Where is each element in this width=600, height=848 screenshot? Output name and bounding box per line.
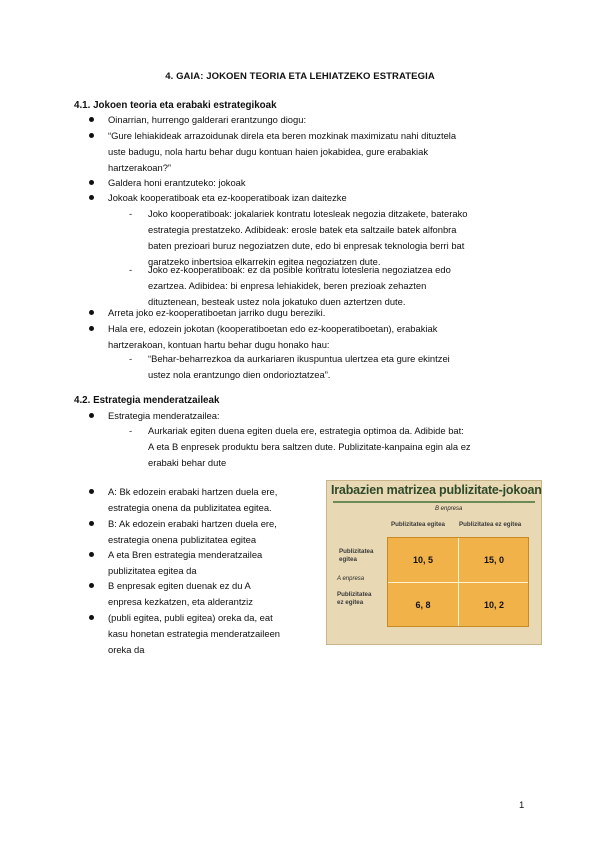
sub-list-item: - Joko kooperatiboak: jokalariek kontratu lotesleak negozia ditzakete, baterako estrategia prestatzeko. Adibideak: erosle batek eta saltzaile batek alfonbra baten prezioari buruz negoziatzen dute, edo bi enpresak teknologia berri bat garatzeko inbertsioa elkarrekin egitea negoziatzen dute. bbox=[129, 208, 468, 267]
dash-icon: - bbox=[129, 264, 133, 275]
list-item: Estrategia menderatzailea: bbox=[108, 408, 538, 424]
list-item: (publi egitea, publi egitea) oreka da, eat kasu honetan estrategia menderatzaileen oreka da bbox=[108, 610, 323, 658]
column-header-no-advertise: Publizitatea ez egitea bbox=[459, 521, 522, 528]
row-header-advertise: Publizitatea egitea bbox=[339, 548, 374, 563]
section-heading-4-2: 4.2. Estrategia menderatzaileak bbox=[74, 395, 220, 406]
column-header-advertise: Publizitatea egitea bbox=[391, 521, 445, 528]
sub-list-item: - “Behar-beharrezkoa da aurkariaren ikuspuntua ulertzea eta gure ekintzei ustez nola erantzungo dien ondorioztatzea”. bbox=[129, 353, 450, 380]
section-heading-4-1: 4.1. Jokoen teoria eta erabaki estrategikoak bbox=[74, 100, 277, 111]
page-number: 1 bbox=[519, 800, 525, 811]
payoff-grid bbox=[387, 537, 529, 627]
sub-list-item: - Aurkariak egiten duena egiten duela ere, estrategia optimoa da. Adibide bat: A eta B enpresek produktu bera saltzen dute. Publizitate-kanpaina egin ala ez erabaki behar dute bbox=[129, 425, 471, 468]
bullet-icon bbox=[89, 180, 94, 185]
bullet-icon bbox=[89, 326, 94, 331]
bullet-icon bbox=[89, 552, 94, 557]
a-company-label: A enpresa bbox=[337, 576, 365, 582]
bullet-icon bbox=[89, 133, 94, 138]
dash-icon: - bbox=[129, 425, 133, 436]
figure-divider bbox=[333, 501, 535, 503]
list-item: Oinarrian, hurrengo galderari erantzungo diogu: bbox=[108, 112, 538, 128]
bullet-icon bbox=[89, 195, 94, 200]
bullet-icon bbox=[89, 615, 94, 620]
bullet-icon bbox=[89, 310, 94, 315]
list-item: B enpresak egiten duenak ez du A enpresa kezkatzen, eta alderantziz bbox=[108, 578, 323, 610]
list-item: Arreta joko ez-kooperatiboetan jarriko dugu bereziki. bbox=[108, 305, 538, 321]
row-header-no-advertise: Publizitatea ez egitea bbox=[337, 591, 372, 606]
bullet-icon bbox=[89, 117, 94, 122]
payoff-cell: 6, 8 bbox=[415, 600, 431, 610]
list-item: A eta Bren estrategia menderatzailea publizitatea egitea da bbox=[108, 547, 323, 579]
list-item: Jokoak kooperatiboak eta ez-kooperatiboak izan daitezke bbox=[108, 190, 538, 206]
payoff-cell: 15, 0 bbox=[483, 555, 505, 565]
bullet-icon bbox=[89, 583, 94, 588]
list-item: “Gure lehiakideak arrazoidunak direla eta beren mozkinak maximizatu nahi dituztela uste badugu, nola hartu behar dugu kontuan haien jokabidea, gure erabakiak hartzerakoan?” bbox=[108, 128, 538, 176]
list-item: A: Bk edozein erabaki hartzen duela ere, estrategia onena da publizitatea egitea. bbox=[108, 484, 323, 516]
bullet-icon bbox=[89, 521, 94, 526]
bullet-icon bbox=[89, 413, 94, 418]
list-item: Galdera honi erantzuteko: jokoak bbox=[108, 175, 538, 191]
page-title: 4. GAIA: JOKOEN TEORIA ETA LEHIATZEKO ESTRATEGIA bbox=[165, 71, 435, 82]
sub-list-item: - Joko ez-kooperatiboak: ez da posible kontratu lotesleria negoziatzea edo ezartzea. Adibidea: bi enpresa lehiakidek, beren prezioak zehazten dituztenean, besteak ustez nola jokatuko duen aztertzen dute. bbox=[129, 264, 451, 307]
b-company-label: B enpresa bbox=[435, 506, 463, 512]
list-item: Hala ere, edozein jokotan (kooperatiboetan edo ez-kooperatiboetan), erabakiak hartzerakoan, kontuan hartu behar dugu honako hau: bbox=[108, 321, 538, 353]
payoff-matrix-figure bbox=[326, 480, 542, 645]
payoff-cell: 10, 5 bbox=[412, 555, 434, 565]
bullet-icon bbox=[89, 489, 94, 494]
figure-title: Irabazien matrizea publizitate-jokoan bbox=[331, 483, 542, 497]
list-item: B: Ak edozein erabaki hartzen duela ere, estrategia onena publizitatea egitea bbox=[108, 516, 323, 548]
grid-divider bbox=[388, 582, 528, 583]
payoff-cell: 10, 2 bbox=[483, 600, 505, 610]
dash-icon: - bbox=[129, 208, 133, 219]
dash-icon: - bbox=[129, 353, 133, 364]
